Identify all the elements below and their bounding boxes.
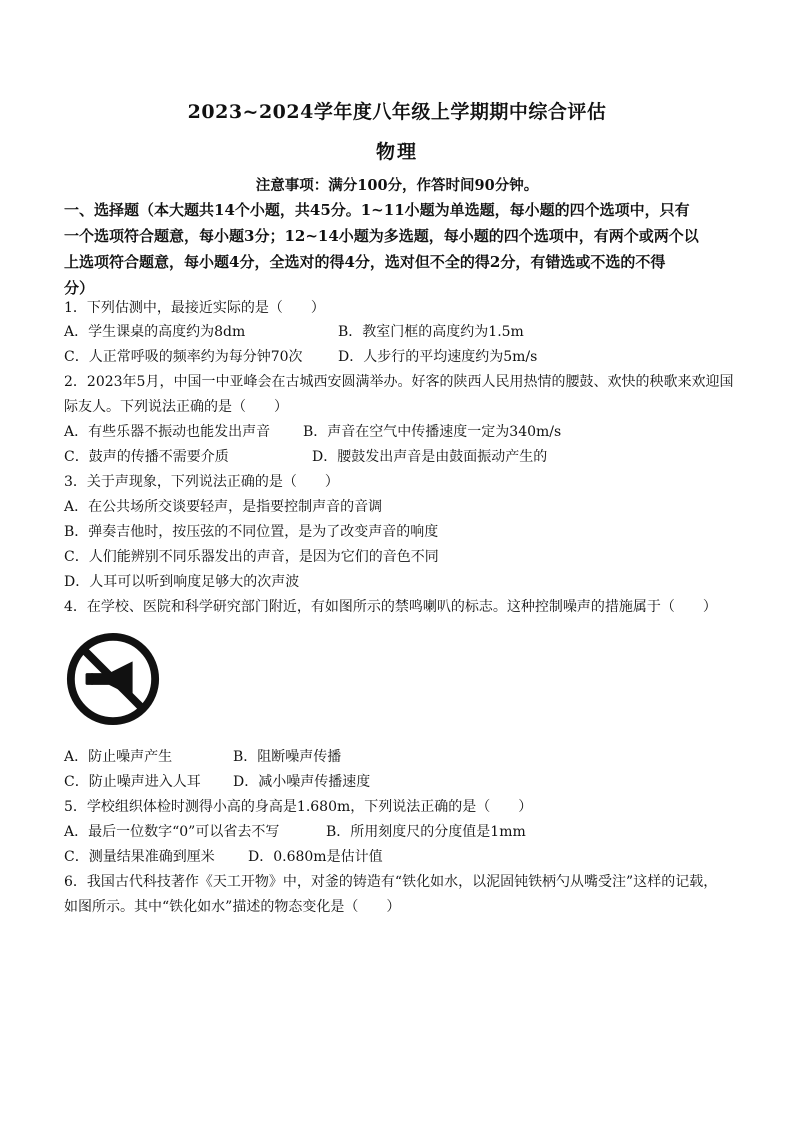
section-line-2: 一个选项符合题意，每小题3分；12~14小题为多选题，每小题的四个选项中，有两个或两个以 [64, 227, 699, 245]
q1-option-a: A．学生课桌的高度约为8dm [64, 324, 246, 340]
q4-option-d: D．减小噪声传播速度 [233, 774, 371, 790]
q3-stem: 3．关于声现象，下列说法正确的是（ ） [64, 474, 339, 490]
section-line-4: 分） [64, 279, 95, 297]
q2-stem-line-2: 际友人。下列说法正确的是（ ） [64, 399, 288, 415]
q2-option-b: B．声音在空气中传播速度一定为340m/s [303, 424, 562, 440]
q4-stem: 4．在学校、医院和科学研究部门附近，有如图所示的禁鸣喇叭的标志。这种控制噪声的措施属于（ ） [64, 599, 717, 615]
q5-option-a: A．最后一位数字“0”可以省去不写 [64, 824, 280, 840]
q5-option-b: B．所用刻度尺的分度值是1mm [326, 824, 526, 840]
q1-option-d: D．人步行的平均速度约为5m/s [338, 349, 538, 365]
q1-option-c: C．人正常呼吸的频率约为每分钟70次 [64, 349, 303, 365]
q1-stem: 1．下列估测中，最接近实际的是（ ） [64, 300, 325, 316]
q5-option-d: D．0.680m是估计值 [248, 849, 383, 865]
q1-option-b: B．教室门框的高度约为1.5m [338, 324, 524, 340]
q2-stem-line-1: 2．2023年5月，中国一中亚峰会在古城西安圆满举办。好客的陕西人民用热情的腰鼓、欢快的秧歌来欢迎国 [64, 374, 734, 390]
q3-option-c: C．人们能辨别不同乐器发出的声音，是因为它们的音色不同 [64, 549, 439, 565]
q2-option-d: D．腰鼓发出声音是由鼓面振动产生的 [312, 449, 548, 465]
no-honking-sign-icon [64, 630, 162, 728]
q2-option-c: C．鼓声的传播不需要介质 [64, 449, 229, 465]
exam-notice: 注意事项：满分100分，作答时间90分钟。 [255, 177, 539, 194]
q4-option-b: B．阻断噪声传播 [233, 749, 342, 765]
q6-stem-line-1: 6．我国古代科技著作《天工开物》中，对釜的铸造有“铁化如水，以泥固钝铁柄勺从嘴受注”这样的记载， [64, 874, 718, 890]
q2-option-a: A．有些乐器不振动也能发出声音 [64, 424, 271, 440]
section-heading [64, 197, 734, 301]
exam-title: 2023~2024学年度八年级上学期期中综合评估 [187, 101, 607, 123]
q3-option-d: D．人耳可以听到响度足够大的次声波 [64, 574, 300, 590]
q5-option-c: C．测量结果准确到厘米 [64, 849, 215, 865]
subject-title: 物理 [375, 141, 418, 163]
q3-option-a: A．在公共场所交谈要轻声，是指要控制声音的音调 [64, 499, 383, 515]
q4-option-c: C．防止噪声进入人耳 [64, 774, 201, 790]
q3-option-b: B．弹奏吉他时，按压弦的不同位置，是为了改变声音的响度 [64, 524, 439, 540]
section-line-3: 上选项符合题意，每小题4分，全选对的得4分，选对但不全的得2分，有错选或不选的不得 [64, 253, 666, 271]
section-line-1: 一、选择题（本大题共14个小题，共45分。1~11小题为单选题，每小题的四个选项中，只有 [64, 201, 690, 219]
q4-option-a: A．防止噪声产生 [64, 749, 173, 765]
q5-stem: 5．学校组织体检时测得小高的身高是1.680m，下列说法正确的是（ ） [64, 799, 533, 815]
q6-stem-line-2: 如图所示。其中“铁化如水”描述的物态变化是（ ） [64, 899, 401, 915]
